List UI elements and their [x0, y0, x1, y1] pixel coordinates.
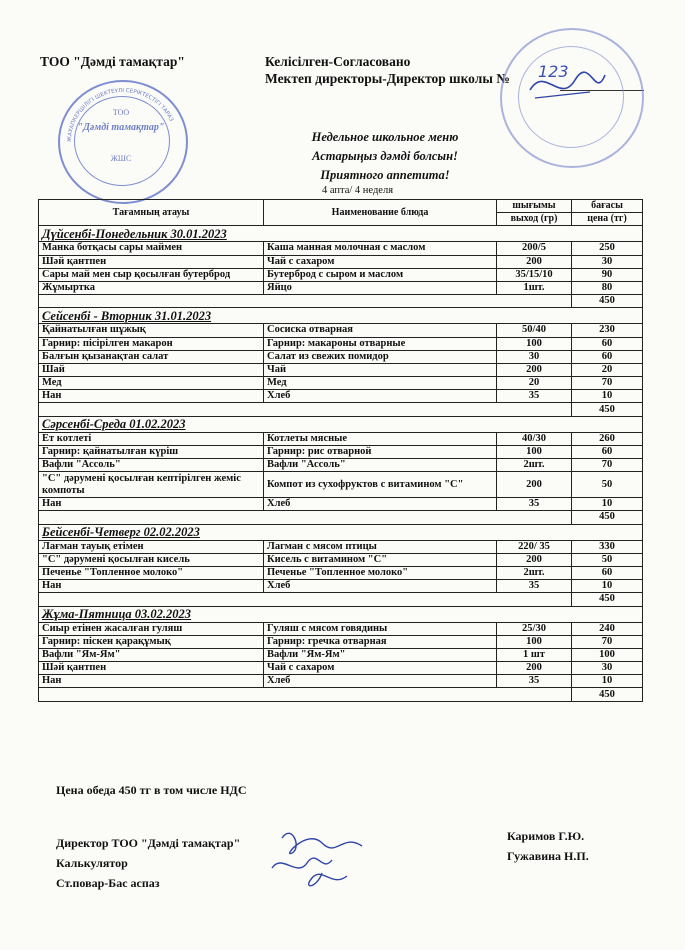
director-signature: [520, 60, 610, 110]
day-total: 450: [572, 403, 643, 416]
footer-signatures: [262, 818, 372, 898]
day-total: 450: [572, 511, 643, 524]
dish-output: 35: [497, 390, 572, 403]
dish-output: 1шт.: [497, 281, 572, 294]
dish-ru: Лагман с мясом птицы: [264, 540, 497, 553]
dish-ru: Хлеб: [264, 390, 497, 403]
dish-kz: Нан: [39, 498, 264, 511]
dish-price: 10: [572, 675, 643, 688]
day-header-row: [39, 524, 643, 540]
dish-output: 200: [497, 363, 572, 376]
dish-kz: Ет котлеті: [39, 432, 264, 445]
dish-price: 20: [572, 363, 643, 376]
dish-ru: Кисель с витамином "С": [264, 553, 497, 566]
dish-ru: Гарнир: рис отварной: [264, 445, 497, 458]
dish-price: 60: [572, 350, 643, 363]
total-spacer: [39, 688, 572, 701]
dish-kz: Нан: [39, 675, 264, 688]
dish-kz: Қайнатылған шұжық: [39, 324, 264, 337]
dish-kz: Жұмыртка: [39, 281, 264, 294]
dish-price: 50: [572, 472, 643, 498]
table-row: [39, 566, 643, 579]
table-row: [39, 648, 643, 661]
dish-price: 60: [572, 445, 643, 458]
table-row: [39, 268, 643, 281]
dish-price: 260: [572, 432, 643, 445]
table-row: [39, 675, 643, 688]
intro-line1: Недельное школьное меню: [311, 130, 459, 144]
day-total: 450: [572, 688, 643, 701]
total-row: [39, 295, 643, 308]
director-line: Мектеп директоры-Директор школы №: [265, 71, 510, 86]
total-spacer: [39, 295, 572, 308]
dish-kz: Сиыр етінен жасалған гуляш: [39, 622, 264, 635]
table-row: [39, 472, 643, 498]
dish-kz: Гарнир: қайнатылған күріш: [39, 445, 264, 458]
col-header-out-kz: шығымы: [497, 200, 572, 213]
table-row: [39, 390, 643, 403]
dish-kz: Гарнир: піскен қарақұмық: [39, 635, 264, 648]
dish-output: 200: [497, 662, 572, 675]
dish-ru: Компот из сухофруктов с витамином "С": [264, 472, 497, 498]
name-karimov: Каримов Г.Ю.: [507, 829, 585, 843]
dish-output: 1 шт: [497, 648, 572, 661]
dish-kz: Нан: [39, 580, 264, 593]
table-row: [39, 498, 643, 511]
dish-price: 70: [572, 459, 643, 472]
table-row: [39, 363, 643, 376]
dish-output: 200: [497, 255, 572, 268]
dish-ru: Чай с сахаром: [264, 662, 497, 675]
dish-price: 230: [572, 324, 643, 337]
table-row: [39, 432, 643, 445]
table-row: [39, 324, 643, 337]
day-header-row: [39, 606, 643, 622]
dish-output: 50/40: [497, 324, 572, 337]
week-label: 4 апта/ 4 неделя: [322, 185, 394, 196]
dish-kz: Нан: [39, 390, 264, 403]
dish-output: 20: [497, 377, 572, 390]
company-name: ТОО "Дəмді тамақтар": [40, 54, 185, 69]
dish-price: 240: [572, 622, 643, 635]
dish-kz: Лағман тауық етімен: [39, 540, 264, 553]
table-row: [39, 255, 643, 268]
dish-ru: Гарнир: макароны отварные: [264, 337, 497, 350]
dish-kz: Сары май мен сыр қосылған бутерброд: [39, 268, 264, 281]
dish-kz: "С" дəрумені қосылған кептірілген жеміс компоты: [39, 472, 264, 498]
dish-output: 35: [497, 675, 572, 688]
total-row: [39, 403, 643, 416]
dish-price: 30: [572, 662, 643, 675]
dish-ru: Чай с сахаром: [264, 255, 497, 268]
dish-ru: Вафли "Ям-Ям": [264, 648, 497, 661]
dish-kz: Вафли "Ям-Ям": [39, 648, 264, 661]
col-header-kz: Тағамның атауы: [39, 200, 264, 226]
intro-line2: Астарыңыз дəмді болсын!: [312, 149, 458, 163]
dish-output: 100: [497, 445, 572, 458]
dish-ru: Яйцо: [264, 281, 497, 294]
dish-ru: Каша манная молочная с маслом: [264, 242, 497, 255]
menu-table: [38, 199, 643, 702]
dish-kz: "С" дəрумені қосылған кисель: [39, 553, 264, 566]
dish-output: 100: [497, 337, 572, 350]
table-header-row: [39, 200, 643, 213]
stamp-line2: "Дəмді тамақтар": [77, 122, 165, 133]
total-spacer: [39, 593, 572, 606]
dish-ru: Сосиска отварная: [264, 324, 497, 337]
dish-price: 60: [572, 337, 643, 350]
dish-kz: Вафли "Ассоль": [39, 459, 264, 472]
dish-ru: Хлеб: [264, 498, 497, 511]
dish-price: 10: [572, 580, 643, 593]
approved-label: Келісілген-Согласовано: [265, 54, 411, 69]
dish-price: 90: [572, 268, 643, 281]
col-header-price-kz: бағасы: [572, 200, 643, 213]
dish-price: 250: [572, 242, 643, 255]
dish-kz: Шəй қантпен: [39, 255, 264, 268]
dish-kz: Балғын қызанақтан салат: [39, 350, 264, 363]
dish-price: 30: [572, 255, 643, 268]
dish-price: 100: [572, 648, 643, 661]
table-row: [39, 242, 643, 255]
dish-output: 35/15/10: [497, 268, 572, 281]
day-title: Жұма-Пятница 03.02.2023: [39, 606, 643, 622]
day-title: Дүйсенбі-Понедельник 30.01.2023: [39, 226, 643, 242]
dish-output: 2шт.: [497, 459, 572, 472]
table-row: [39, 553, 643, 566]
dish-kz: Шай: [39, 363, 264, 376]
day-header-row: [39, 226, 643, 242]
dish-output: 40/30: [497, 432, 572, 445]
day-header-row: [39, 416, 643, 432]
intro-line3: Приятного аппетита!: [320, 168, 450, 182]
dish-ru: Хлеб: [264, 580, 497, 593]
day-total: 450: [572, 295, 643, 308]
col-header-price-ru: цена (тг): [572, 213, 643, 226]
company-stamp: [58, 80, 188, 204]
dish-ru: Бутерброд с сыром и маслом: [264, 268, 497, 281]
dish-ru: Чай: [264, 363, 497, 376]
dish-ru: Котлеты мясные: [264, 432, 497, 445]
table-row: [39, 635, 643, 648]
day-header-row: [39, 308, 643, 324]
dish-output: 100: [497, 635, 572, 648]
dish-output: 25/30: [497, 622, 572, 635]
table-row: [39, 662, 643, 675]
total-row: [39, 688, 643, 701]
dish-price: 330: [572, 540, 643, 553]
dish-kz: Печенье "Топленное молоко": [39, 566, 264, 579]
price-note: Цена обеда 450 тг в том числе НДС: [56, 783, 247, 797]
dish-price: 10: [572, 390, 643, 403]
table-row: [39, 281, 643, 294]
dish-kz: Шəй қантпен: [39, 662, 264, 675]
table-row: [39, 377, 643, 390]
dish-output: 30: [497, 350, 572, 363]
day-total: 450: [572, 593, 643, 606]
dish-kz: Манка ботқасы сары маймен: [39, 242, 264, 255]
dish-ru: Мед: [264, 377, 497, 390]
director-label: Директор ТОО "Дəмді тамақтар": [56, 836, 241, 850]
day-title: Сейсенбі - Вторник 31.01.2023: [39, 308, 643, 324]
dish-output: 200: [497, 553, 572, 566]
dish-output: 220/ 35: [497, 540, 572, 553]
dish-ru: Гуляш с мясом говядины: [264, 622, 497, 635]
day-title: Бейсенбі-Четверг 02.02.2023: [39, 524, 643, 540]
stamp-ring-text: ЖАУАПКЕРШІЛІГІ ШЕКТЕУЛІ СЕРІКТЕСТІГІ ТАРАЗ: [66, 87, 175, 143]
table-row: [39, 350, 643, 363]
dish-ru: Печенье "Топленное молоко": [264, 566, 497, 579]
dish-price: 10: [572, 498, 643, 511]
col-header-ru: Наименование блюда: [264, 200, 497, 226]
table-row: [39, 445, 643, 458]
table-row: [39, 459, 643, 472]
col-header-out-ru: выход (гр): [497, 213, 572, 226]
calculator-label: Калькулятор: [56, 856, 128, 870]
dish-price: 70: [572, 635, 643, 648]
dish-price: 50: [572, 553, 643, 566]
total-row: [39, 593, 643, 606]
dish-kz: Мед: [39, 377, 264, 390]
dish-output: 35: [497, 498, 572, 511]
dish-ru: Вафли "Ассоль": [264, 459, 497, 472]
day-title: Сəрсенбі-Среда 01.02.2023: [39, 416, 643, 432]
total-spacer: [39, 511, 572, 524]
dish-price: 60: [572, 566, 643, 579]
chef-label: Ст.повар-Бас аспаз: [56, 876, 160, 890]
dish-ru: Хлеб: [264, 675, 497, 688]
dish-output: 200: [497, 472, 572, 498]
stamp-line3: ЖШС: [110, 154, 132, 163]
name-guzhavina: Гужавина Н.П.: [507, 849, 589, 863]
table-row: [39, 337, 643, 350]
dish-price: 80: [572, 281, 643, 294]
school-number-handwritten: 123: [538, 62, 569, 81]
table-row: [39, 622, 643, 635]
dish-price: 70: [572, 377, 643, 390]
dish-ru: Салат из свежих помидор: [264, 350, 497, 363]
dish-output: 2шт.: [497, 566, 572, 579]
table-row: [39, 580, 643, 593]
table-row: [39, 540, 643, 553]
dish-output: 200/5: [497, 242, 572, 255]
total-row: [39, 511, 643, 524]
dish-ru: Гарнир: гречка отварная: [264, 635, 497, 648]
stamp-line1: ТОО: [112, 108, 130, 117]
dish-kz: Гарнир: пісірілген макарон: [39, 337, 264, 350]
total-spacer: [39, 403, 572, 416]
dish-output: 35: [497, 580, 572, 593]
